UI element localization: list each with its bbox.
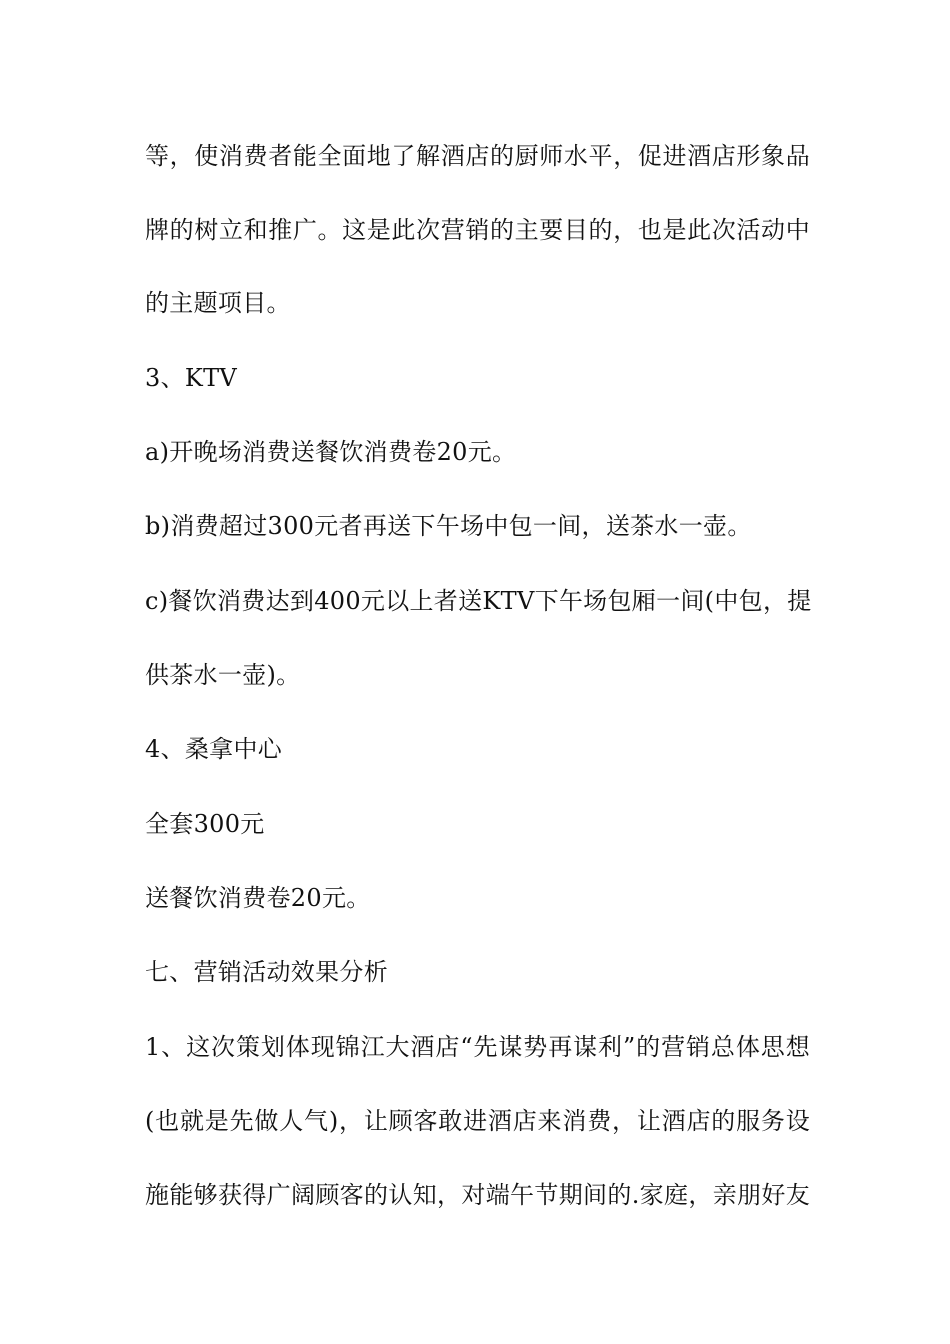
section-heading: 4、桑拿中心 (145, 735, 283, 763)
text-line: 供茶水一壶)。 (145, 661, 301, 689)
text-line: 的主题项目。 (145, 289, 291, 317)
text-line: 施能够获得广阔顾客的认知，对端午节期间的.家庭，亲朋好友 (145, 1181, 810, 1209)
section-heading: 3、KTV (145, 364, 238, 392)
text-line: 送餐饮消费卷20元。 (145, 884, 371, 912)
text-line: c)餐饮消费达到400元以上者送KTV下午场包厢一间(中包，提 (145, 587, 812, 615)
text-line: 全套300元 (145, 810, 265, 838)
text-line: a)开晚场消费送餐饮消费卷20元。 (145, 438, 517, 466)
text-line: 1、这次策划体现锦江大酒店“先谋势再谋利”的营销总体思想 (145, 1033, 810, 1061)
text-line: 牌的树立和推广。这是此次营销的主要目的，也是此次活动中 (145, 216, 810, 244)
section-heading: 七、营销活动效果分析 (145, 958, 388, 986)
text-line: (也就是先做人气)，让顾客敢进酒店来消费，让酒店的服务设 (145, 1107, 810, 1135)
text-line: 等，使消费者能全面地了解酒店的厨师水平，促进酒店形象品 (145, 142, 810, 170)
text-line: b)消费超过300元者再送下午场中包一间，送茶水一壶。 (145, 512, 752, 540)
